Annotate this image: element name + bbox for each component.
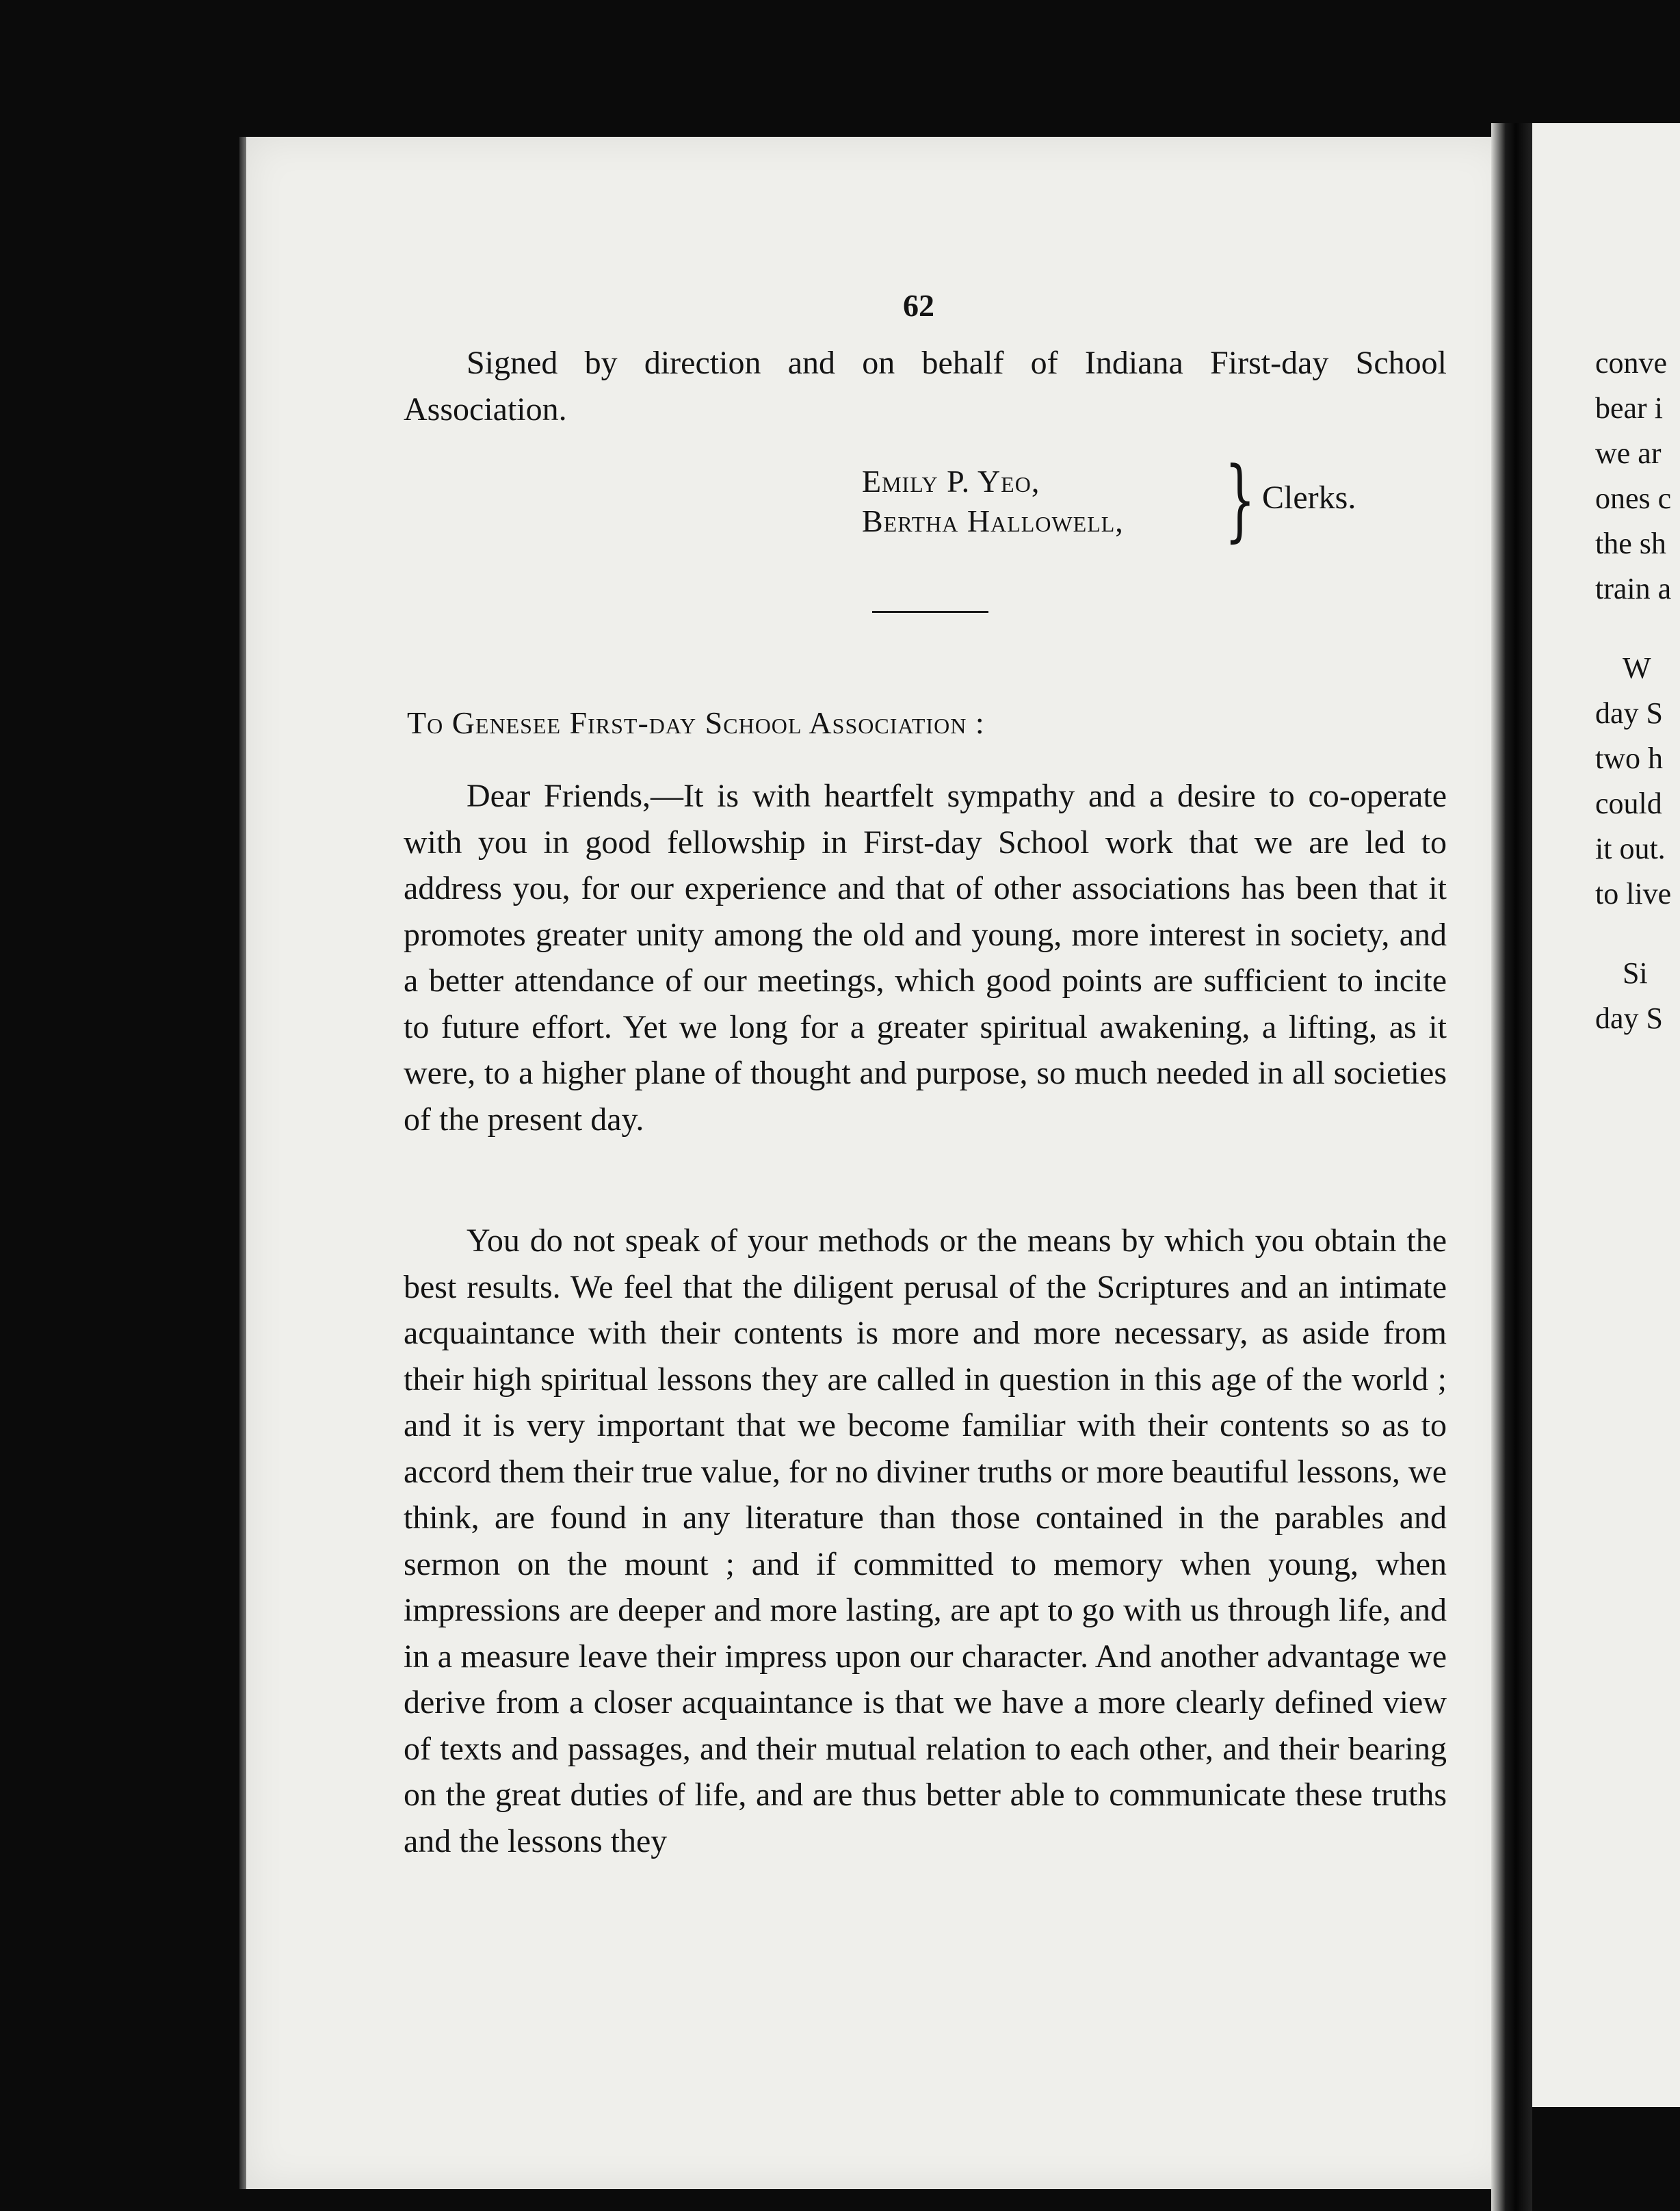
brace-glyph: } — [1224, 447, 1256, 551]
facing-line: conve — [1595, 346, 1668, 380]
facing-page — [1532, 123, 1680, 2107]
facing-line: W — [1623, 651, 1651, 685]
facing-line: Si — [1623, 956, 1648, 990]
facing-line: to live — [1595, 877, 1672, 911]
facing-line: day S — [1595, 696, 1663, 730]
signers-role: Clerks. — [1262, 480, 1356, 516]
facing-line: could — [1595, 787, 1662, 820]
facing-line: day S — [1595, 1002, 1663, 1035]
signature-statement: Signed by direction and on behalf of Indiana First-day School Association. — [404, 345, 1447, 428]
book-page — [246, 137, 1508, 2189]
facing-line: it out. — [1595, 832, 1666, 865]
paragraph: Dear Friends,—It is with heartfelt sympathy and a desire to co-operate with you in good fellowship in First-day School work that we are led to address you, for our experience and that of other associations has been that it promotes greater unity among the old and young, more interest in society, and a better attendance of our meetings, which good points are sufficient to incite to future effort. Yet we long for a greater spiritual awakening, a lifting, as it were, to a higher plane of thought and purpose, so much needed in all societies of the present day. — [404, 778, 1447, 1138]
letter-heading: To Genesee First-day School Association : — [407, 705, 985, 740]
signer-name: Emily P. Yeo, — [862, 464, 1040, 499]
facing-line: two h — [1595, 742, 1663, 775]
facing-line: the sh — [1595, 527, 1666, 560]
paragraph: You do not speak of your methods or the means by which you obtain the best results. We feel that the diligent perusal of the Scriptures and an intimate acquaintance with their contents is more and more necessary, as aside from their high spiritual lessons they are called in question in this age of the world ; and it is very important that we become familiar with their contents so as to accord them their true value, for no diviner truths or more beautiful lessons, we think, are found in any literature than those contained in the parables and sermon on the mount ; and if committed to memory when young, when impressions are deeper and more lasting, are apt to go with us through life, and in a measure leave their impress upon our character. And another advantage we derive from a closer acquaintance is that we have a more clearly defined view of texts and passages, and their mutual relation to each other, and their bearing on the great duties of life, and are thus better able to communicate these truths and the lessons they — [404, 1222, 1447, 1859]
facing-line: we ar — [1595, 436, 1662, 470]
book-spine — [1491, 123, 1532, 2211]
facing-line: train a — [1595, 572, 1672, 605]
facing-page-text — [1595, 341, 1671, 1041]
facing-line: bear i — [1595, 391, 1663, 425]
facing-line: ones c — [1595, 482, 1672, 515]
page-number: 62 — [903, 288, 934, 323]
section-divider — [872, 611, 988, 613]
signer-name: Bertha Hallowell, — [862, 503, 1124, 538]
signers-block — [862, 462, 1124, 541]
